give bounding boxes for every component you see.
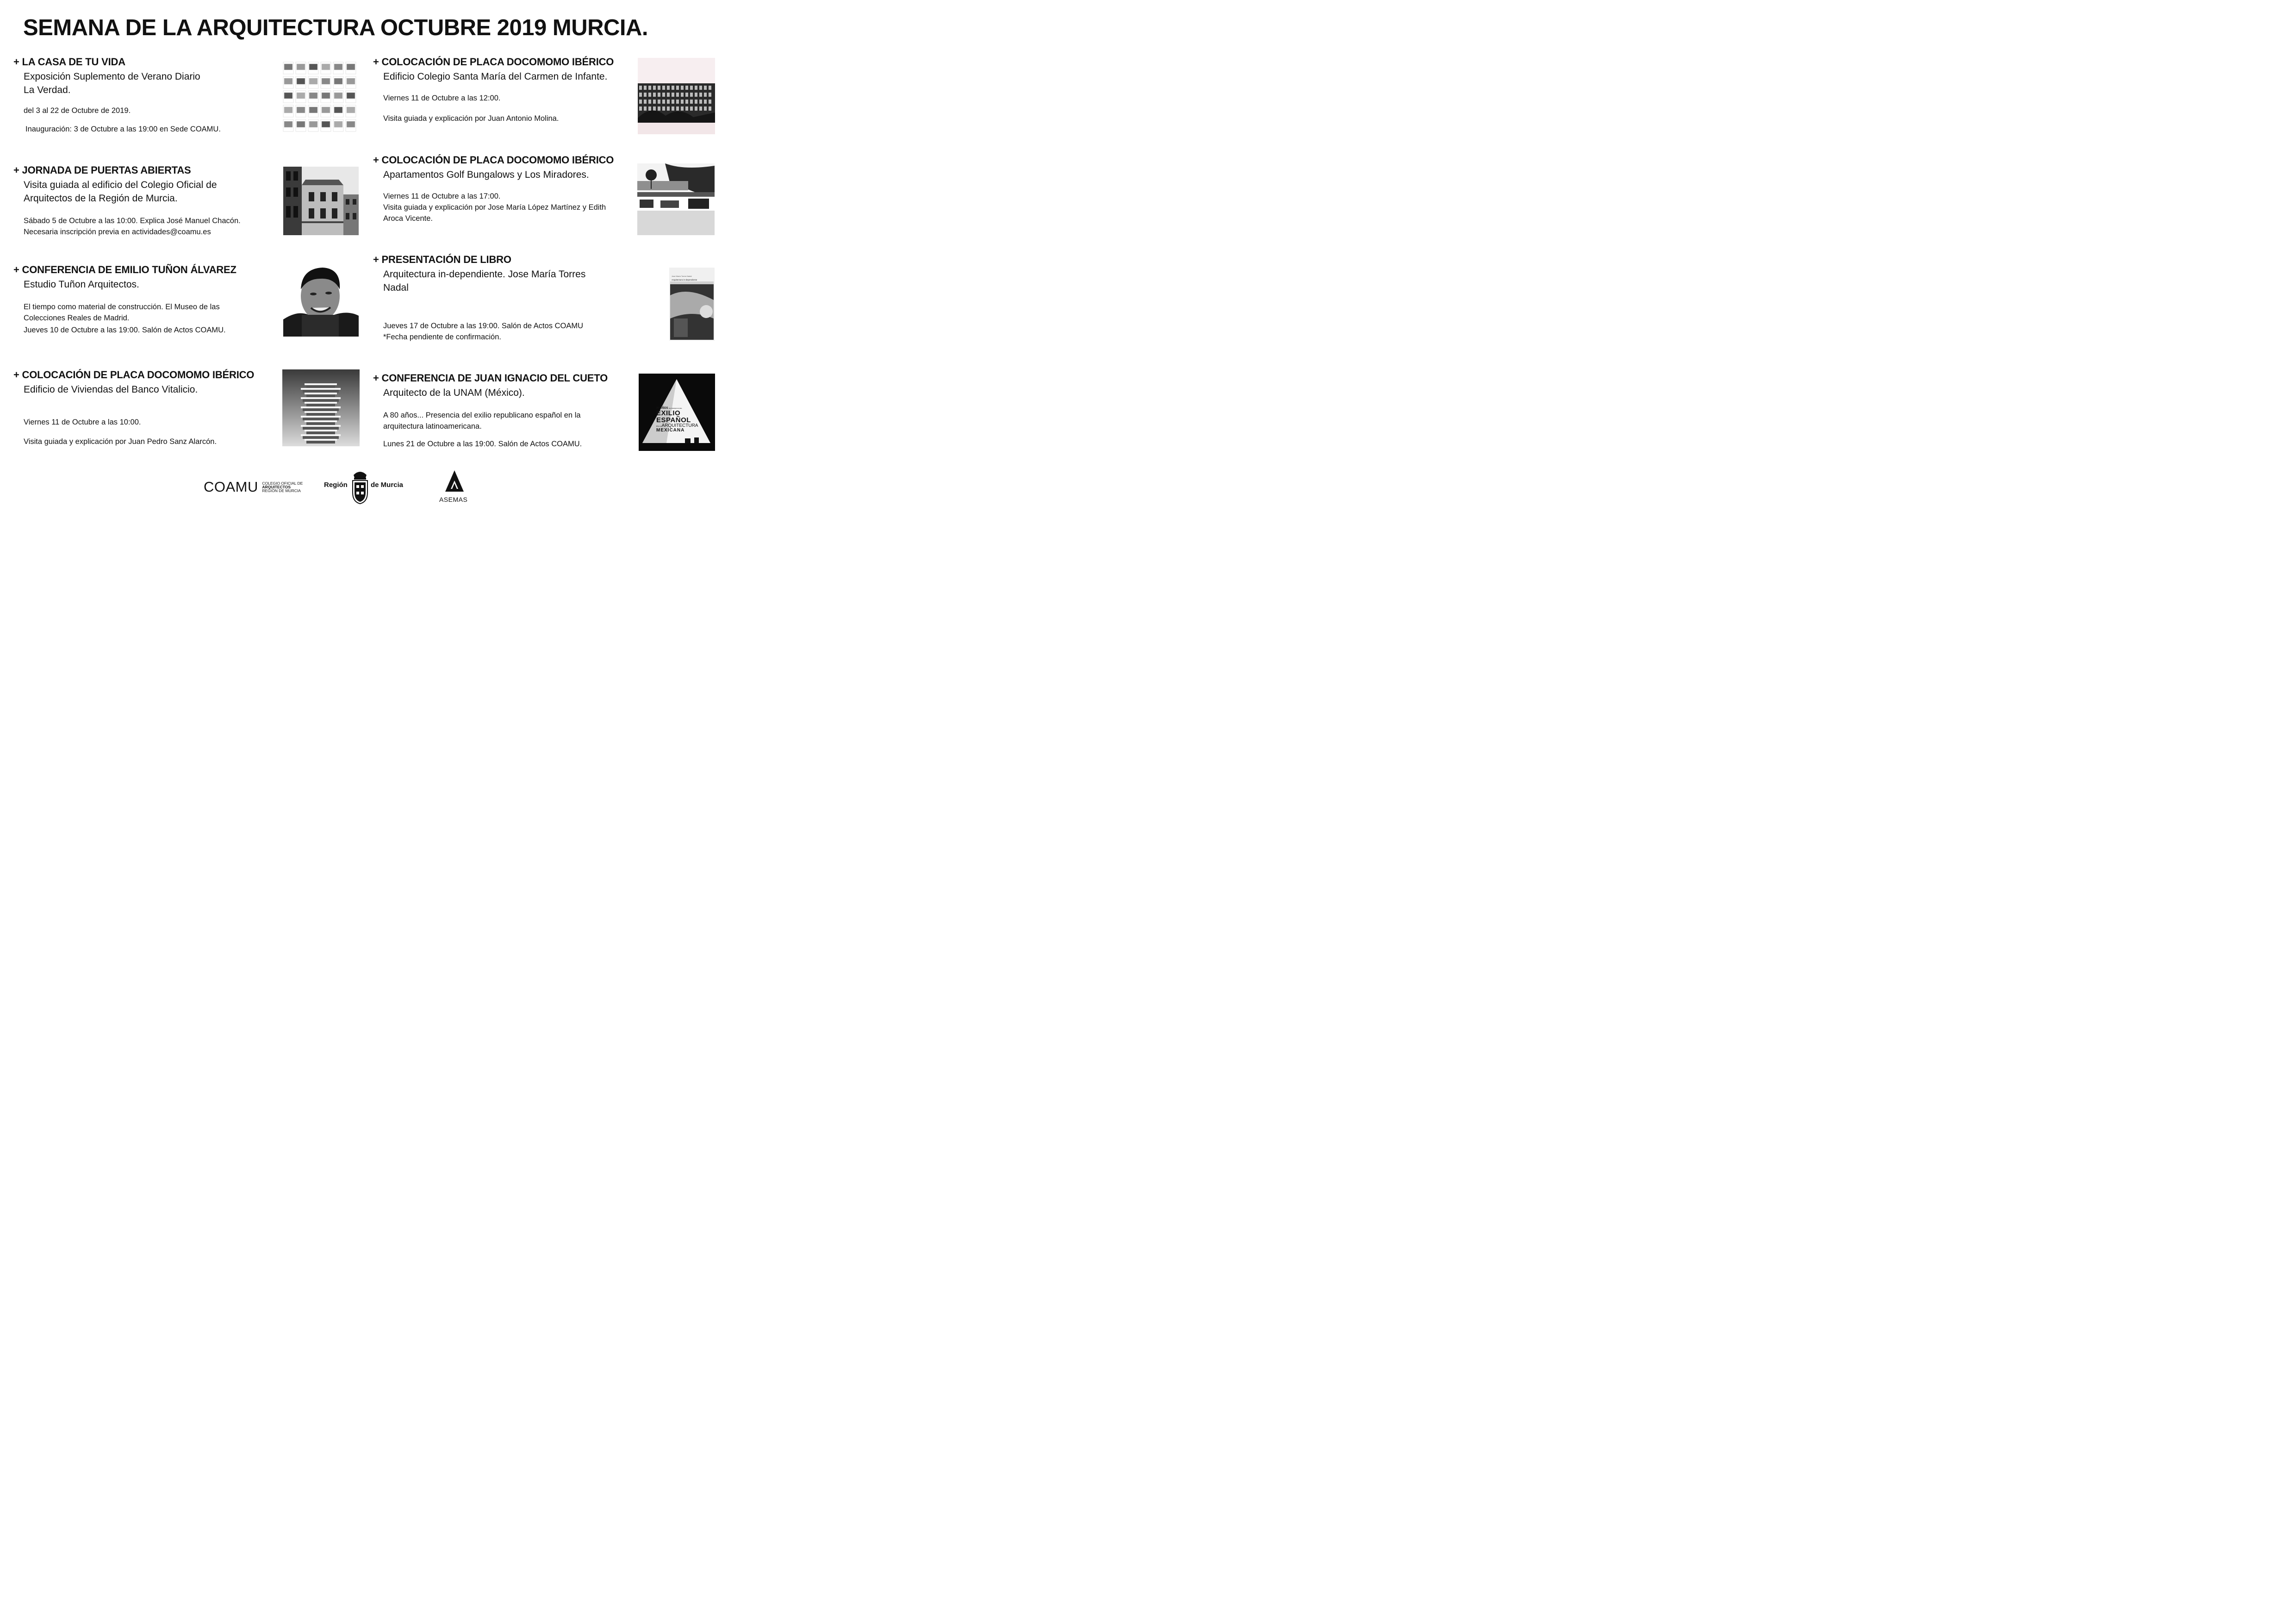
thumbnail-image xyxy=(347,64,355,70)
thumbnail-image xyxy=(334,64,342,70)
tower-window-band xyxy=(306,394,335,397)
thumbnail-image xyxy=(309,78,317,84)
colegio-santa-maria-photo xyxy=(638,58,715,134)
thumbnail-image xyxy=(297,107,305,113)
building-window xyxy=(699,86,702,90)
event-detail: del 3 al 22 de Octubre de 2019. xyxy=(24,106,131,115)
event-subtitle-line: Arquitectura in-dependiente. Jose María Torres xyxy=(383,269,586,280)
building-window xyxy=(704,106,707,111)
colegio-building-photo xyxy=(283,167,359,235)
building-window xyxy=(662,100,665,104)
event-docomomo-banco-vitalicio xyxy=(13,369,277,447)
emilio-tunon-portrait-photo xyxy=(283,264,359,337)
event-detail: Lunes 21 de Octubre a las 19:00. Salón de Actos COAMU. xyxy=(383,440,582,448)
building-window xyxy=(704,86,707,90)
poster-exilio: EXILIO xyxy=(656,409,681,417)
coamu-logo-line1: COLEGIO OFICIAL DE xyxy=(262,481,303,486)
thumbnail-image xyxy=(309,107,317,113)
event-detail: Colecciones Reales de Madrid. xyxy=(24,314,130,322)
thumbnail-image xyxy=(297,121,305,127)
tower-window-band xyxy=(306,441,335,443)
building-window xyxy=(648,86,651,90)
event-detail: *Fecha pendiente de confirmación. xyxy=(383,333,501,341)
thumbnail-image xyxy=(334,93,342,99)
asemas-logo xyxy=(437,470,474,507)
building-window xyxy=(709,106,711,111)
building-window xyxy=(644,100,647,104)
event-subtitle-line: Arquitectos de la Región de Murcia. xyxy=(24,193,178,204)
tower-balcony xyxy=(301,397,341,399)
exilio-poster-image xyxy=(639,374,715,451)
building-window xyxy=(699,93,702,97)
building-window xyxy=(653,93,656,97)
thumbnail-image xyxy=(309,64,317,70)
event-docomomo-golf-bungalows xyxy=(373,154,637,224)
building-window xyxy=(704,93,707,97)
building-window xyxy=(662,93,665,97)
building-window xyxy=(685,100,688,104)
event-detail: Jueves 17 de Octubre a las 19:00. Salón de Actos COAMU xyxy=(383,322,583,330)
building-window xyxy=(690,93,693,97)
building-window xyxy=(658,106,660,111)
tower-balcony xyxy=(301,388,341,390)
tower-balcony xyxy=(301,416,341,418)
building-window xyxy=(662,106,665,111)
poster-mexicana: MEXICANA xyxy=(656,428,685,433)
event-detail: A 80 años... Presencia del exilio republicano español en la xyxy=(383,411,581,419)
event-heading: + LA CASA DE TU VIDA xyxy=(13,56,125,68)
event-docomomo-santa-maria xyxy=(373,56,637,124)
building-window xyxy=(699,100,702,104)
building-window xyxy=(653,106,656,111)
building-window xyxy=(672,100,674,104)
building-window xyxy=(639,86,642,90)
thumbnail-image xyxy=(334,78,342,84)
poster-arquitectura: ARQUITECTURA xyxy=(661,423,698,428)
tower-window-band xyxy=(306,385,335,388)
thumbnail-image xyxy=(297,78,305,84)
building-window xyxy=(709,100,711,104)
region-logo-right: de Murcia xyxy=(371,481,404,489)
thumbnail-image xyxy=(284,121,292,127)
event-subtitle-line: La Verdad. xyxy=(24,85,71,95)
tower-window-band xyxy=(303,418,339,420)
tower-balcony xyxy=(305,420,337,422)
building-window xyxy=(681,93,684,97)
building-window xyxy=(681,100,684,104)
thumbnail-image xyxy=(322,64,330,70)
event-heading: + COLOCACIÓN DE PLACA DOCOMOMO IBÉRICO xyxy=(373,56,614,68)
building-window xyxy=(648,100,651,104)
building-window xyxy=(653,100,656,104)
tower-window-band xyxy=(306,404,335,406)
thumbnail-image xyxy=(284,107,292,113)
tower-balcony xyxy=(301,434,341,436)
building-window xyxy=(695,106,697,111)
event-heading: + PRESENTACIÓN DE LIBRO xyxy=(373,254,511,265)
coamu-logo-line3: REGIÓN DE MURCIA xyxy=(262,488,301,493)
building-window xyxy=(648,93,651,97)
thumbnail-image xyxy=(322,78,330,84)
poster-en-la: EN LA xyxy=(656,425,662,427)
building-window xyxy=(658,93,660,97)
building-window xyxy=(672,106,674,111)
building-window xyxy=(685,106,688,111)
event-subtitle-line: Edificio Colegio Santa María del Carmen de Infante. xyxy=(383,71,608,82)
poster-line1: 80 AÑOS xyxy=(656,407,668,410)
building-window xyxy=(644,106,647,111)
thumbnail-image xyxy=(322,93,330,99)
thumbnail-image xyxy=(322,121,330,127)
event-subtitle-line: Visita guiada al edificio del Colegio Oficial de xyxy=(24,180,217,190)
building-window xyxy=(676,93,679,97)
event-jornada-puertas-abiertas xyxy=(13,164,277,237)
tower-balcony xyxy=(305,383,337,385)
building-window xyxy=(709,93,711,97)
tower-balcony xyxy=(301,406,341,408)
event-subtitle-line: Estudio Tuñon Arquitectos. xyxy=(24,279,139,290)
thumbnail-image xyxy=(309,121,317,127)
building-window xyxy=(667,100,670,104)
building-window xyxy=(662,86,665,90)
poster-espanol: ESPAÑOL xyxy=(656,416,691,424)
tower-window-band xyxy=(303,427,339,430)
building-window xyxy=(676,86,679,90)
event-subtitle-line: Apartamentos Golf Bungalows y Los Miradores. xyxy=(383,169,589,180)
page-title: SEMANA DE LA ARQUITECTURA OCTUBRE 2019 MURCIA. xyxy=(23,15,648,40)
building-window xyxy=(648,106,651,111)
event-detail: arquitectura latinoamericana. xyxy=(383,422,482,431)
coamu-logo-name: COAMU xyxy=(204,479,258,495)
thumbnail-image xyxy=(297,93,305,99)
event-detail: Visita guiada y explicación por Jose María López Martínez y Edith xyxy=(383,203,606,212)
thumbnail-image xyxy=(284,93,292,99)
event-detail: Jueves 10 de Octubre a las 19:00. Salón de Actos COAMU. xyxy=(24,326,226,334)
building-window xyxy=(690,86,693,90)
region-logo-left: Región xyxy=(324,481,348,489)
event-subtitle-line: Edificio de Viviendas del Banco Vitalicio. xyxy=(24,384,198,395)
building-window xyxy=(639,106,642,111)
event-detail: Necesaria inscripción previa en actividades@coamu.es xyxy=(24,228,211,236)
poster-line1-small: DE PRESENCIA DEL xyxy=(669,407,682,409)
building-window xyxy=(676,100,679,104)
tower-balcony xyxy=(301,425,341,427)
event-subtitle-line: Exposición Suplemento de Verano Diario xyxy=(24,71,200,82)
region-de-murcia-logo xyxy=(324,468,407,506)
building-window xyxy=(644,86,647,90)
event-detail: Viernes 11 de Octubre a las 10:00. xyxy=(24,418,141,426)
tower-window-band xyxy=(306,413,335,416)
tower-balcony xyxy=(305,430,337,431)
book-cover-image xyxy=(669,268,715,341)
event-heading: + JORNADA DE PUERTAS ABIERTAS xyxy=(13,164,191,176)
event-detail: Sábado 5 de Octubre a las 10:00. Explica José Manuel Chacón. xyxy=(24,217,241,225)
building-window xyxy=(685,93,688,97)
region-coat-of-arms-icon xyxy=(350,468,370,505)
exhibition-thumbnails-image xyxy=(282,61,359,133)
building-window xyxy=(699,106,702,111)
event-detail: Visita guiada y explicación por Juan Pedro Sanz Alarcón. xyxy=(24,437,217,446)
building-window xyxy=(639,100,642,104)
thumbnail-image xyxy=(334,107,342,113)
event-la-casa-de-tu-vida xyxy=(13,56,277,135)
building-window xyxy=(695,86,697,90)
event-detail: Visita guiada y explicación por Juan Antonio Molina. xyxy=(383,114,559,123)
event-detail: Viernes 11 de Octubre a las 12:00. xyxy=(383,94,501,102)
tower-window-band xyxy=(303,408,339,411)
thumbnail-image xyxy=(334,121,342,127)
building-window xyxy=(639,93,642,97)
event-heading: + COLOCACIÓN DE PLACA DOCOMOMO IBÉRICO xyxy=(13,369,255,381)
event-subtitle-line: Nadal xyxy=(383,282,409,293)
event-detail: Inauguración: 3 de Octubre a las 19:00 en Sede COAMU. xyxy=(25,125,221,133)
coamu-logo-line2: ARQUITECTOS xyxy=(262,485,291,489)
tower-balcony xyxy=(305,439,337,441)
thumbnail-image xyxy=(309,93,317,99)
tower-balcony xyxy=(305,402,337,404)
event-conferencia-del-cueto xyxy=(373,372,637,450)
event-presentacion-libro xyxy=(373,254,637,343)
building-window xyxy=(681,106,684,111)
thumbnail-image xyxy=(284,78,292,84)
tower-balcony xyxy=(305,393,337,394)
book-author: Jose María Torres Nadal xyxy=(672,275,692,277)
building-window xyxy=(676,106,679,111)
building-window xyxy=(658,86,660,90)
building-window xyxy=(695,93,697,97)
asemas-logo-name: ASEMAS xyxy=(439,496,468,503)
tower-balcony xyxy=(305,411,337,413)
building-window xyxy=(667,86,670,90)
building-window xyxy=(690,106,693,111)
tower-window-band xyxy=(303,436,339,439)
event-heading: + CONFERENCIA DE JUAN IGNACIO DEL CUETO xyxy=(373,372,608,384)
building-window xyxy=(704,100,707,104)
thumbnail-image xyxy=(347,78,355,84)
thumbnail-image xyxy=(322,107,330,113)
banco-vitalicio-tower-photo xyxy=(282,369,360,446)
event-detail: Aroca Vicente. xyxy=(383,214,433,223)
coamu-logo xyxy=(204,479,303,497)
thumbnail-image xyxy=(284,64,292,70)
thumbnail-image xyxy=(297,64,305,70)
thumbnail-image xyxy=(347,107,355,113)
event-heading: + CONFERENCIA DE EMILIO TUÑON ÁLVAREZ xyxy=(13,264,236,275)
building-window xyxy=(658,100,660,104)
tower-window-band xyxy=(303,390,339,393)
tower-window-band xyxy=(303,399,339,402)
event-detail: Viernes 11 de Octubre a las 17:00. xyxy=(383,192,501,200)
event-conferencia-tunon xyxy=(13,264,277,336)
building-window xyxy=(695,100,697,104)
building-window xyxy=(672,93,674,97)
building-window xyxy=(644,93,647,97)
tower-window-band xyxy=(306,431,335,434)
event-heading: + COLOCACIÓN DE PLACA DOCOMOMO IBÉRICO xyxy=(373,154,614,166)
book-title: Arquitectura in-dependiente xyxy=(672,279,697,281)
tower-window-band xyxy=(306,422,335,425)
building-window xyxy=(685,86,688,90)
thumbnail-image xyxy=(347,93,355,99)
building-window xyxy=(672,86,674,90)
thumbnail-image xyxy=(347,121,355,127)
asemas-triangle-icon xyxy=(445,470,464,492)
building-window xyxy=(667,106,670,111)
building-window xyxy=(681,86,684,90)
event-subtitle-line: Arquitecto de la UNAM (México). xyxy=(383,387,525,398)
building-window xyxy=(709,86,711,90)
building-window xyxy=(653,86,656,90)
golf-bungalows-photo xyxy=(637,163,715,235)
building-window xyxy=(690,100,693,104)
building-window xyxy=(667,93,670,97)
event-detail: El tiempo como material de construcción. El Museo de las xyxy=(24,303,220,311)
